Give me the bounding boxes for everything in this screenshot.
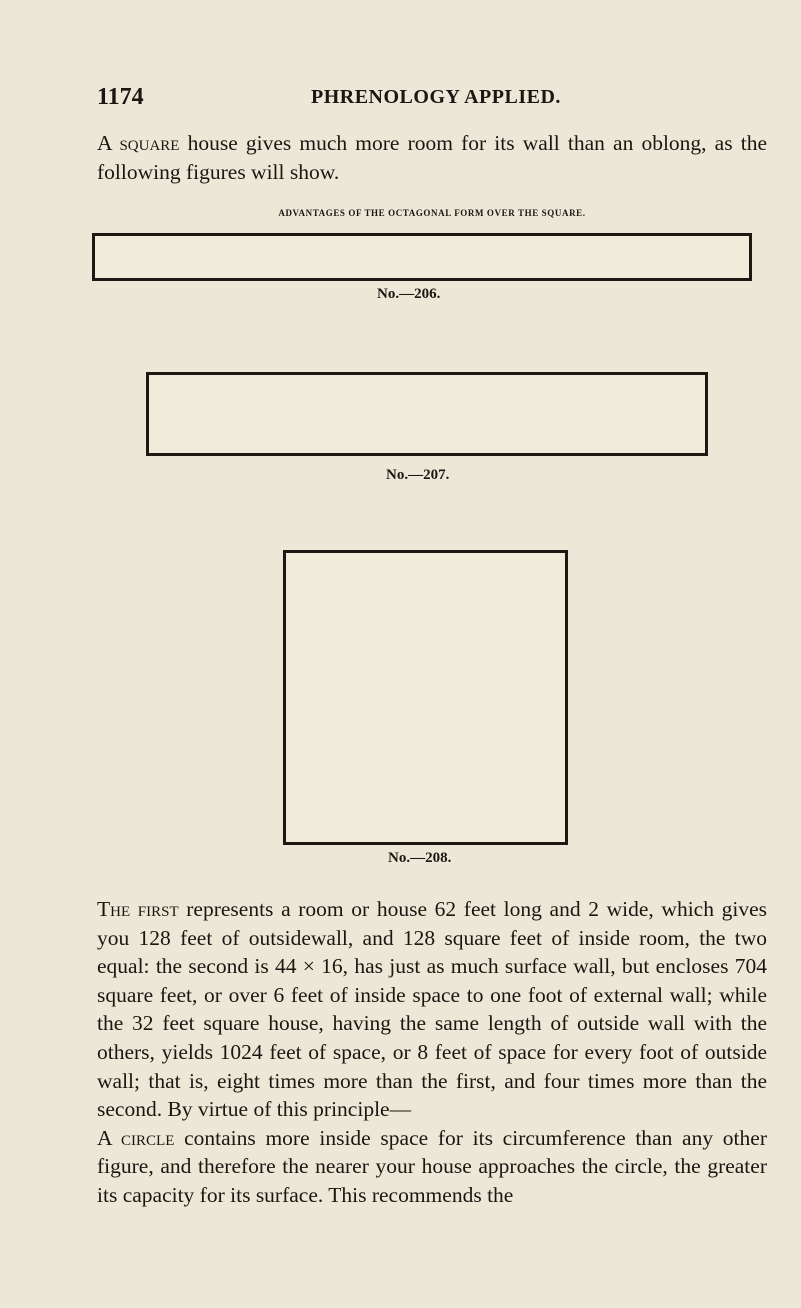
figure-208-caption: No.—208. [388,850,452,866]
figure-206-oblong [92,233,752,281]
page-header [97,84,767,114]
paragraph-circle-text: contains more inside space for its circumference than any other figure, and therefore the nearer your house approaches the circle, the greater its capacity for its surface. This recommends the [97,1125,767,1207]
paragraph-first-text: represents a room or house 62 feet long and 2 wide, which gives you 128 feet of outsidewall, and 128 square feet of inside room, the two equal: the second is 44 × 16, has just as much surface wall, but encloses 704 square feet, or over 6 feet of inside space to one foot of external wall; while the 32 feet square house, having the same length of outside wall with the others, yields 1024 feet of space, or 8 feet of space for every foot of outside wall; that is, eight times more than the first, and four times more than the second. By virtue of this principle— [97,897,767,1122]
intro-lead: A square [97,131,180,155]
running-head: PHRENOLOGY APPLIED. [311,86,561,108]
paragraph-circle-lead: A circle [97,1125,175,1150]
figure-207-rectangle [146,372,708,456]
figure-206-caption: No.—206. [377,286,441,302]
figures-heading: ADVANTAGES OF THE OCTAGONAL FORM OVER THE SQUARE. [278,208,586,218]
figure-207-caption: No.—207. [386,467,450,483]
page-number: 1174 [97,84,144,110]
figure-208-square [283,550,568,845]
paragraph-first-lead: The first [97,897,179,921]
intro-paragraph [97,129,767,186]
paragraph-circle [97,1124,767,1210]
body-text [97,895,767,1210]
paragraph-first [97,895,767,1124]
intro-text: house gives much more room for its wall than an oblong, as the following figures will show. [97,131,767,184]
